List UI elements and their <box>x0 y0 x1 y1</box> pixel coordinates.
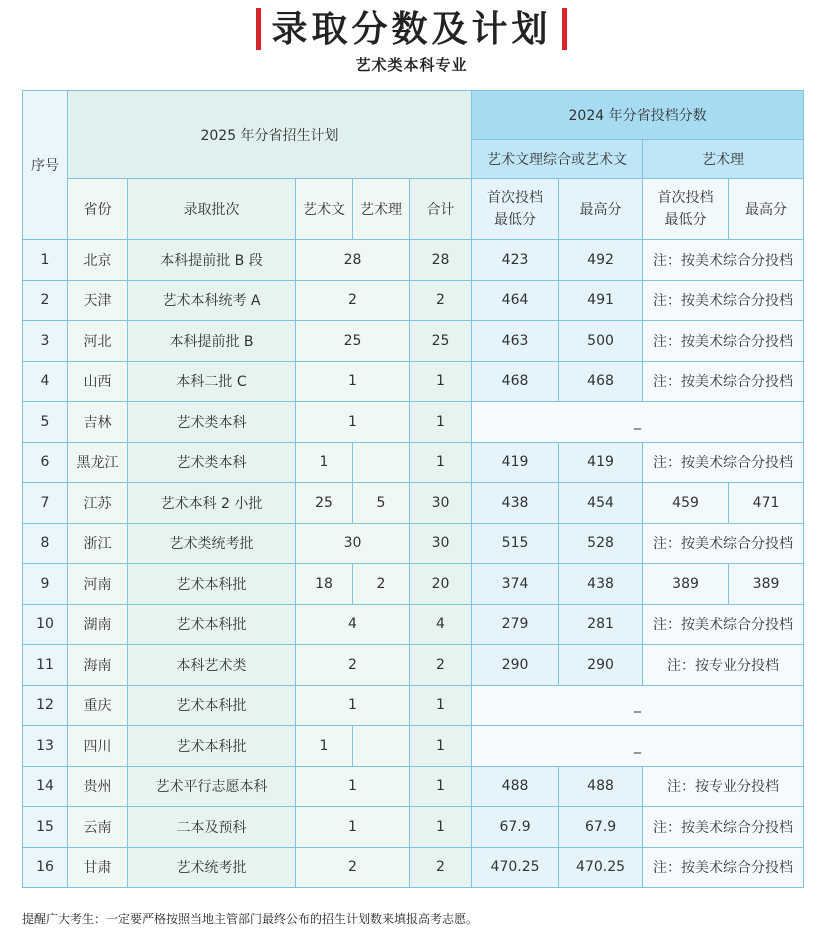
table-row <box>23 685 804 726</box>
cell-batch: 本科提前批 B 段 <box>128 240 296 281</box>
cell-seq: 1 <box>23 240 68 281</box>
cell-max: 491 <box>559 280 643 321</box>
cell-batch: 艺术类本科 <box>128 442 296 483</box>
cell-li-max: 389 <box>729 564 804 605</box>
header-batch: 录取批次 <box>128 179 296 240</box>
cell-plan: 1 <box>296 766 410 807</box>
cell-seq: 4 <box>23 361 68 402</box>
cell-batch: 本科艺术类 <box>128 645 296 686</box>
cell-batch: 艺术统考批 <box>128 847 296 888</box>
cell-plan: 2 <box>296 280 410 321</box>
header-first-min-a: 首次投档 最低分 <box>472 179 559 240</box>
table-row <box>23 847 804 888</box>
page-subtitle: 艺术类本科专业 <box>355 56 468 74</box>
cell-total: 30 <box>410 483 472 524</box>
cell-note: 注：按美术综合分投档 <box>643 361 804 402</box>
table-row <box>23 523 804 564</box>
table-row <box>23 361 804 402</box>
header-score-group: 2024 年分省投档分数 <box>472 91 804 140</box>
cell-total: 1 <box>410 726 472 767</box>
table-row <box>23 645 804 686</box>
cell-batch: 艺术本科批 <box>128 685 296 726</box>
cell-first-min: 464 <box>472 280 559 321</box>
cell-first-min: 438 <box>472 483 559 524</box>
cell-total: 1 <box>410 402 472 443</box>
cell-first-min: 419 <box>472 442 559 483</box>
header-first-min-b: 首次投档 最低分 <box>643 179 729 240</box>
cell-art-wen: 1 <box>296 442 353 483</box>
cell-note: 注：按美术综合分投档 <box>643 807 804 848</box>
cell-total: 1 <box>410 685 472 726</box>
cell-note: 注：按美术综合分投档 <box>643 280 804 321</box>
cell-no-data: _ <box>472 402 804 443</box>
table-row <box>23 807 804 848</box>
cell-seq: 9 <box>23 564 68 605</box>
cell-art-li: 5 <box>353 483 410 524</box>
cell-note: 注：按美术综合分投档 <box>643 604 804 645</box>
cell-total: 28 <box>410 240 472 281</box>
cell-max: 468 <box>559 361 643 402</box>
cell-province: 云南 <box>68 807 128 848</box>
cell-seq: 10 <box>23 604 68 645</box>
cell-batch: 艺术平行志愿本科 <box>128 766 296 807</box>
cell-total: 20 <box>410 564 472 605</box>
header-max-a: 最高分 <box>559 179 643 240</box>
cell-total: 2 <box>410 645 472 686</box>
cell-max: 492 <box>559 240 643 281</box>
cell-plan: 4 <box>296 604 410 645</box>
cell-max: 438 <box>559 564 643 605</box>
cell-batch: 本科二批 C <box>128 361 296 402</box>
header-sub-group-a: 艺术文理综合或艺术文 <box>472 140 643 179</box>
cell-total: 1 <box>410 442 472 483</box>
cell-first-min: 374 <box>472 564 559 605</box>
cell-batch: 艺术本科批 <box>128 604 296 645</box>
admission-table <box>22 90 804 888</box>
cell-plan: 2 <box>296 847 410 888</box>
header-seq: 序号 <box>23 91 68 240</box>
cell-max: 454 <box>559 483 643 524</box>
cell-batch: 艺术本科批 <box>128 564 296 605</box>
table-row <box>23 483 804 524</box>
cell-seq: 11 <box>23 645 68 686</box>
table-row <box>23 604 804 645</box>
cell-seq: 14 <box>23 766 68 807</box>
cell-art-li <box>353 726 410 767</box>
cell-first-min: 463 <box>472 321 559 362</box>
cell-batch: 艺术本科批 <box>128 726 296 767</box>
header-plan-group: 2025 年分省招生计划 <box>68 91 472 179</box>
cell-seq: 16 <box>23 847 68 888</box>
cell-province: 黑龙江 <box>68 442 128 483</box>
cell-art-li: 2 <box>353 564 410 605</box>
cell-first-min: 468 <box>472 361 559 402</box>
cell-note: 注：按专业分投档 <box>643 766 804 807</box>
cell-art-wen: 18 <box>296 564 353 605</box>
cell-first-min: 279 <box>472 604 559 645</box>
cell-li-max: 471 <box>729 483 804 524</box>
cell-batch: 艺术本科 2 小批 <box>128 483 296 524</box>
cell-batch: 艺术类统考批 <box>128 523 296 564</box>
header-art-wen: 艺术文 <box>296 179 353 240</box>
cell-no-data: _ <box>472 726 804 767</box>
cell-art-li <box>353 442 410 483</box>
cell-province: 海南 <box>68 645 128 686</box>
cell-max: 281 <box>559 604 643 645</box>
cell-first-min: 470.25 <box>472 847 559 888</box>
cell-note: 注：按美术综合分投档 <box>643 240 804 281</box>
cell-batch: 艺术本科统考 A <box>128 280 296 321</box>
cell-first-min: 515 <box>472 523 559 564</box>
footer-note: 提醒广大考生：一定要严格按照当地主管部门最终公布的招生计划数来填报高考志愿。 <box>22 912 479 926</box>
cell-total: 1 <box>410 361 472 402</box>
cell-plan: 28 <box>296 240 410 281</box>
header-max-b: 最高分 <box>729 179 804 240</box>
cell-total: 1 <box>410 807 472 848</box>
cell-plan: 1 <box>296 402 410 443</box>
table-row <box>23 402 804 443</box>
header-province: 省份 <box>68 179 128 240</box>
cell-province: 河南 <box>68 564 128 605</box>
cell-province: 河北 <box>68 321 128 362</box>
cell-note: 注：按美术综合分投档 <box>643 847 804 888</box>
cell-seq: 6 <box>23 442 68 483</box>
cell-seq: 13 <box>23 726 68 767</box>
cell-max: 488 <box>559 766 643 807</box>
cell-total: 2 <box>410 280 472 321</box>
cell-art-wen: 1 <box>296 726 353 767</box>
cell-seq: 8 <box>23 523 68 564</box>
cell-art-wen: 25 <box>296 483 353 524</box>
cell-plan: 25 <box>296 321 410 362</box>
cell-province: 湖南 <box>68 604 128 645</box>
cell-province: 重庆 <box>68 685 128 726</box>
cell-first-min: 423 <box>472 240 559 281</box>
title-right-bar <box>562 8 567 50</box>
cell-first-min: 67.9 <box>472 807 559 848</box>
cell-max: 528 <box>559 523 643 564</box>
cell-province: 浙江 <box>68 523 128 564</box>
cell-first-min: 488 <box>472 766 559 807</box>
cell-max: 419 <box>559 442 643 483</box>
cell-no-data: _ <box>472 685 804 726</box>
cell-plan: 1 <box>296 361 410 402</box>
cell-seq: 2 <box>23 280 68 321</box>
cell-province: 北京 <box>68 240 128 281</box>
cell-first-min: 290 <box>472 645 559 686</box>
cell-max: 67.9 <box>559 807 643 848</box>
cell-note: 注：按美术综合分投档 <box>643 523 804 564</box>
cell-plan: 1 <box>296 807 410 848</box>
table-row <box>23 564 804 605</box>
cell-note: 注：按美术综合分投档 <box>643 442 804 483</box>
cell-province: 山西 <box>68 361 128 402</box>
cell-li-first-min: 459 <box>643 483 729 524</box>
cell-total: 4 <box>410 604 472 645</box>
cell-province: 四川 <box>68 726 128 767</box>
table-row <box>23 442 804 483</box>
table-row <box>23 280 804 321</box>
cell-batch: 本科提前批 B <box>128 321 296 362</box>
cell-province: 甘肃 <box>68 847 128 888</box>
table-row <box>23 321 804 362</box>
table-row <box>23 240 804 281</box>
cell-total: 30 <box>410 523 472 564</box>
cell-seq: 5 <box>23 402 68 443</box>
cell-max: 470.25 <box>559 847 643 888</box>
cell-province: 江苏 <box>68 483 128 524</box>
cell-province: 天津 <box>68 280 128 321</box>
cell-batch: 艺术类本科 <box>128 402 296 443</box>
cell-plan: 1 <box>296 685 410 726</box>
cell-plan: 2 <box>296 645 410 686</box>
header-sub-group-b: 艺术理 <box>643 140 804 179</box>
cell-max: 290 <box>559 645 643 686</box>
cell-province: 贵州 <box>68 766 128 807</box>
cell-total: 2 <box>410 847 472 888</box>
cell-seq: 3 <box>23 321 68 362</box>
cell-note: 注：按专业分投档 <box>643 645 804 686</box>
cell-total: 1 <box>410 766 472 807</box>
cell-seq: 15 <box>23 807 68 848</box>
cell-batch: 二本及预科 <box>128 807 296 848</box>
cell-plan: 30 <box>296 523 410 564</box>
cell-li-first-min: 389 <box>643 564 729 605</box>
table-body <box>23 240 804 888</box>
cell-province: 吉林 <box>68 402 128 443</box>
header-total: 合计 <box>410 179 472 240</box>
cell-seq: 12 <box>23 685 68 726</box>
cell-total: 25 <box>410 321 472 362</box>
title-bar <box>0 6 823 52</box>
cell-note: 注：按美术综合分投档 <box>643 321 804 362</box>
page-title: 录取分数及计划 <box>271 8 552 50</box>
cell-seq: 7 <box>23 483 68 524</box>
header-art-li: 艺术理 <box>353 179 410 240</box>
cell-max: 500 <box>559 321 643 362</box>
table-row <box>23 726 804 767</box>
table-row <box>23 766 804 807</box>
